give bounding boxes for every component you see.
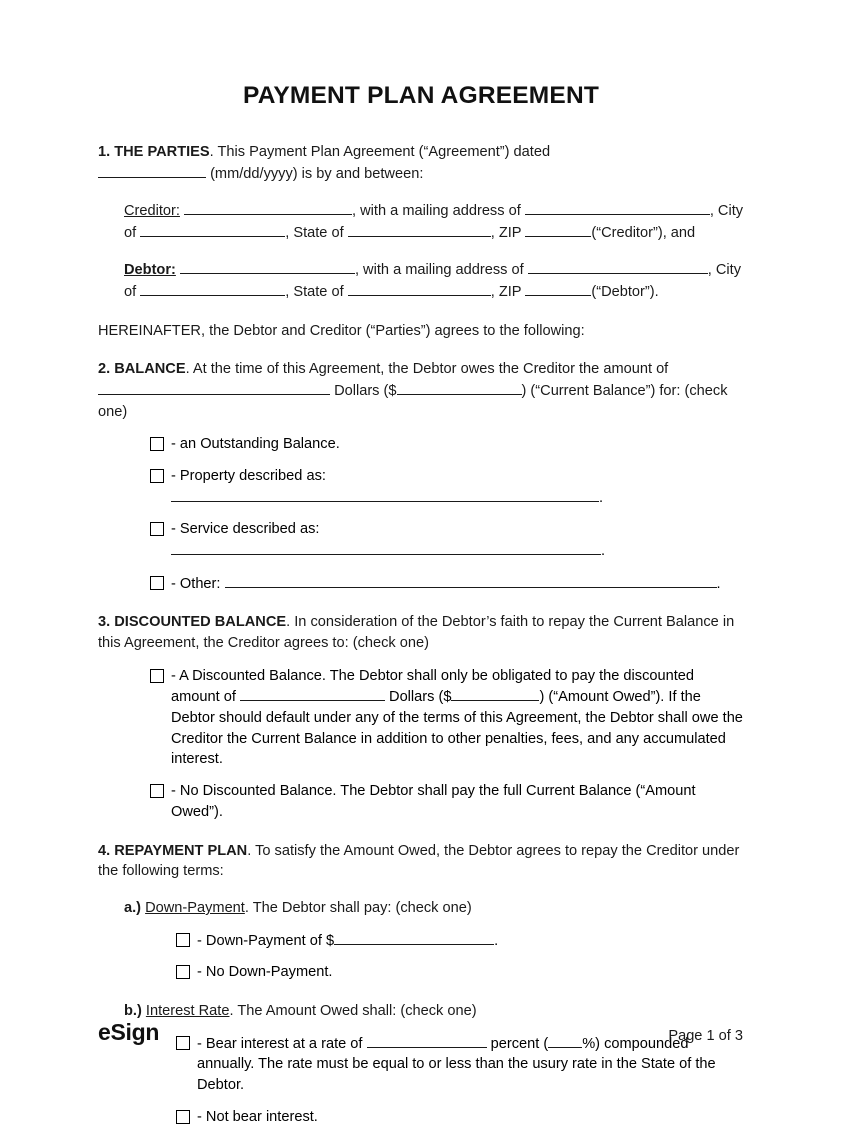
debtor-label: Debtor:: [124, 262, 176, 279]
checkbox-icon[interactable]: [150, 522, 164, 536]
debtor-state-blank[interactable]: [348, 281, 491, 296]
debtor-city-blank[interactable]: [140, 281, 285, 296]
option-label-b: .: [494, 932, 499, 949]
option-label: - Bear interest at a rate of: [197, 1035, 363, 1052]
item-a-rest: . The Debtor shall pay: (check one): [244, 900, 472, 916]
section-the-parties: [98, 142, 744, 184]
hereinafter-paragraph: HEREINAFTER, the Debtor and Creditor (“Parties”) agrees to the following:: [98, 322, 585, 339]
section1-intro-b: (mm/dd/yyyy) is by and between:: [210, 165, 424, 182]
section-balance: [98, 359, 744, 422]
document-body: [98, 46, 744, 1125]
brand-logo: eSign: [98, 1019, 160, 1045]
page-number: Page 1 of 3: [668, 1028, 743, 1044]
section2-intro: . At the time of this Agreement, the Debtor owes the Creditor the amount of: [185, 361, 669, 378]
creditor-line-c: of: [124, 224, 137, 241]
creditor-label: Creditor:: [124, 203, 180, 220]
option-label: - A Discounted Balance. The Debtor shall only be obligated to pay the discounted amount of: [171, 667, 695, 706]
section3-heading: 3. DISCOUNTED BALANCE: [98, 614, 287, 631]
section4-intro: . To satisfy the Amount Owed, the Debtor agrees to repay the Creditor under the following terms:: [98, 842, 740, 880]
checkbox-row[interactable]: - Property described as: .: [150, 466, 744, 508]
option-label: - Property described as:: [171, 468, 326, 485]
creditor-city-blank[interactable]: [140, 222, 285, 237]
section-discounted-balance: [98, 612, 744, 653]
section2-heading: 2. BALANCE: [98, 361, 186, 378]
creditor-name-blank[interactable]: [184, 200, 352, 215]
option-label: - No Down-Payment.: [197, 964, 333, 981]
checkbox-icon[interactable]: [150, 784, 164, 798]
item-b-title: Interest Rate: [145, 1003, 230, 1020]
down-payment-options: [176, 930, 744, 983]
creditor-line-b: , City: [709, 203, 744, 220]
discounted-balance-options: [150, 666, 744, 823]
debtor-line-a: , with a mailing address of: [354, 262, 524, 279]
checkbox-row[interactable]: [150, 434, 744, 455]
checkbox-icon[interactable]: [150, 437, 164, 451]
option-label: - Service described as:: [171, 521, 320, 538]
section1-heading: 1. THE PARTIES: [98, 144, 210, 160]
creditor-zip-blank[interactable]: [525, 222, 591, 237]
creditor-address-blank[interactable]: [525, 200, 710, 215]
balance-amount-blank[interactable]: [397, 380, 522, 395]
creditor-line-f: (“Creditor”), and: [591, 224, 696, 241]
checkbox-row[interactable]: [150, 666, 744, 770]
checkbox-row[interactable]: - Service described as: .: [150, 519, 744, 561]
creditor-line-a: , with a mailing address of: [352, 203, 521, 220]
debtor-block: [124, 259, 744, 302]
checkbox-row[interactable]: [176, 962, 744, 983]
option-label-c: ) (“Amount Owed”). If the Debtor should default under any of the terms of this Agreement, the Debtor shall owe the Creditor the Current Balance in addition to other penalties, fees, and any accumulated interest.: [171, 689, 743, 768]
service-description-blank[interactable]: [171, 540, 601, 555]
option-label-b: Dollars ($: [389, 689, 452, 706]
option-label: - Not bear interest.: [197, 1108, 318, 1125]
item-a-prefix: a.): [124, 900, 142, 916]
option-label: - Other:: [171, 575, 221, 592]
debtor-line-f: (“Debtor”).: [591, 283, 659, 300]
section2-line2-b: ) (“Current Balance”) for: (check one): [98, 382, 728, 420]
item-b-rest: . The Amount Owed shall: (check one): [229, 1003, 477, 1020]
item-a-title: Down-Payment: [145, 900, 245, 916]
checkbox-icon[interactable]: [176, 1110, 190, 1124]
creditor-block: [124, 200, 744, 243]
page-title: PAYMENT PLAN AGREEMENT: [242, 82, 600, 109]
repayment-item-a: [124, 898, 744, 919]
checkbox-icon[interactable]: [150, 576, 164, 590]
creditor-line-d: , State of: [285, 224, 344, 241]
property-description-blank[interactable]: [171, 487, 599, 502]
debtor-line-d: , State of: [285, 283, 344, 300]
debtor-zip-blank[interactable]: [525, 281, 591, 296]
section3-intro: . In consideration of the Debtor’s faith to repay the Current Balance in this Agreement, the Creditor agrees to: (check one): [98, 614, 735, 651]
option-label-b: percent (: [490, 1035, 549, 1052]
creditor-state-blank[interactable]: [348, 222, 491, 237]
balance-options: [150, 434, 744, 594]
debtor-line-b: , City: [707, 262, 741, 279]
checkbox-row[interactable]: [150, 781, 744, 822]
checkbox-icon[interactable]: [176, 933, 190, 947]
section2-line2-a: Dollars ($: [334, 382, 397, 399]
section4-heading: 4. REPAYMENT PLAN: [98, 842, 248, 859]
interest-rate-options: [176, 1033, 744, 1127]
down-payment-amount-blank[interactable]: [334, 930, 494, 945]
other-description-blank[interactable]: [225, 573, 717, 588]
option-label: - No Discounted Balance. The Debtor shall pay the full Current Balance (“Amount Owed”).: [171, 783, 696, 820]
checkbox-row[interactable]: [176, 930, 744, 952]
page-footer: [98, 1019, 743, 1046]
creditor-line-e: , ZIP: [490, 224, 522, 241]
balance-words-blank[interactable]: [98, 380, 330, 395]
option-label-c: %) compounded annually. The rate must be equal to or less than the usury rate in the State of the Debtor.: [197, 1035, 716, 1094]
debtor-line-c: of: [124, 283, 137, 300]
debtor-line-e: , ZIP: [490, 283, 522, 300]
section-repayment-plan: [98, 841, 744, 882]
checkbox-icon[interactable]: [176, 965, 190, 979]
discount-amount-blank[interactable]: [451, 686, 539, 701]
debtor-address-blank[interactable]: [528, 259, 708, 274]
item-b-prefix: b.): [124, 1003, 142, 1020]
option-label: - Down-Payment of $: [197, 932, 335, 949]
section1-intro-a: . This Payment Plan Agreement (“Agreement”) dated: [209, 144, 551, 160]
debtor-name-blank[interactable]: [180, 259, 355, 274]
option-label: - an Outstanding Balance.: [171, 436, 340, 453]
checkbox-icon[interactable]: [150, 669, 164, 683]
date-blank[interactable]: [98, 163, 206, 178]
discount-words-blank[interactable]: [240, 686, 385, 701]
checkbox-icon[interactable]: [150, 469, 164, 483]
checkbox-row[interactable]: - Other: .: [150, 573, 744, 595]
checkbox-row[interactable]: [176, 1107, 744, 1127]
